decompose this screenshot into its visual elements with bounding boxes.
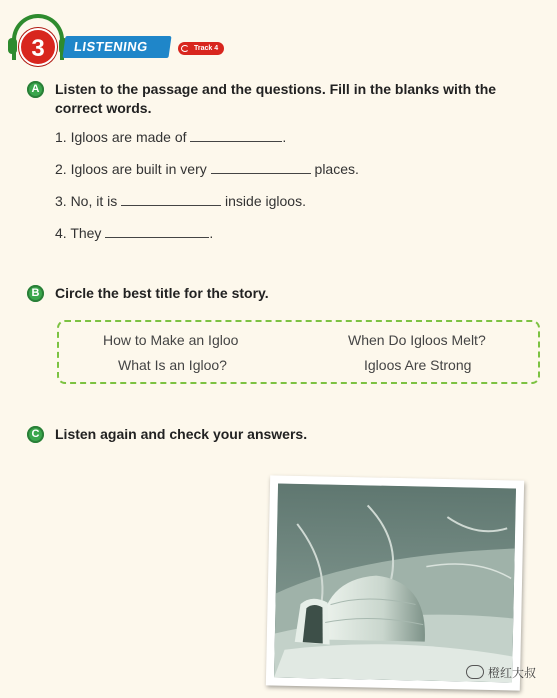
question-text: 1. Igloos are made of	[55, 129, 187, 145]
watermark-text: 橙红大叔	[488, 665, 537, 680]
answer-blank[interactable]	[121, 194, 221, 206]
watermark	[462, 662, 540, 682]
section-label: LISTENING	[73, 39, 149, 54]
section-c-instruction: Listen again and check your answers.	[55, 426, 308, 442]
question-item	[55, 129, 286, 145]
answer-blank[interactable]	[105, 226, 209, 238]
wechat-icon	[466, 665, 484, 679]
section-b-instruction: Circle the best title for the story.	[55, 285, 269, 301]
audio-icon	[181, 45, 189, 52]
instruction-line: correct words.	[55, 100, 152, 116]
section-b-icon: B	[27, 285, 44, 302]
igloo-photo	[266, 475, 524, 690]
unit-number-badge: 3	[19, 28, 57, 66]
track-label: Track 4	[194, 45, 219, 52]
question-text: 4. They	[55, 225, 102, 241]
section-a-instruction	[55, 80, 535, 118]
question-suffix: .	[209, 225, 214, 241]
answer-blank[interactable]	[190, 130, 282, 142]
title-option[interactable]: What Is an Igloo?	[118, 357, 227, 373]
igloo-image	[274, 484, 516, 683]
title-option[interactable]: When Do Igloos Melt?	[348, 332, 486, 348]
section-c-icon: C	[27, 426, 44, 443]
title-option[interactable]: Igloos Are Strong	[364, 357, 472, 373]
lesson-header	[8, 14, 268, 62]
question-item	[55, 161, 359, 177]
question-suffix: .	[282, 129, 287, 145]
title-options-box	[57, 320, 540, 384]
headphone-left-ear	[8, 38, 17, 54]
track-button[interactable]	[178, 42, 224, 55]
question-item	[55, 193, 306, 209]
section-a-icon: A	[27, 81, 44, 98]
instruction-line: Listen to the passage and the questions. Fill in the blanks with the	[55, 81, 497, 97]
question-suffix: places.	[314, 161, 359, 177]
title-option[interactable]: How to Make an Igloo	[103, 332, 239, 348]
question-suffix: inside igloos.	[225, 193, 306, 209]
question-item	[55, 225, 213, 241]
answer-blank[interactable]	[211, 162, 311, 174]
igloo-illustration	[274, 484, 516, 683]
question-text: 3. No, it is	[55, 193, 118, 209]
section-banner	[62, 36, 171, 58]
question-text: 2. Igloos are built in very	[55, 161, 207, 177]
